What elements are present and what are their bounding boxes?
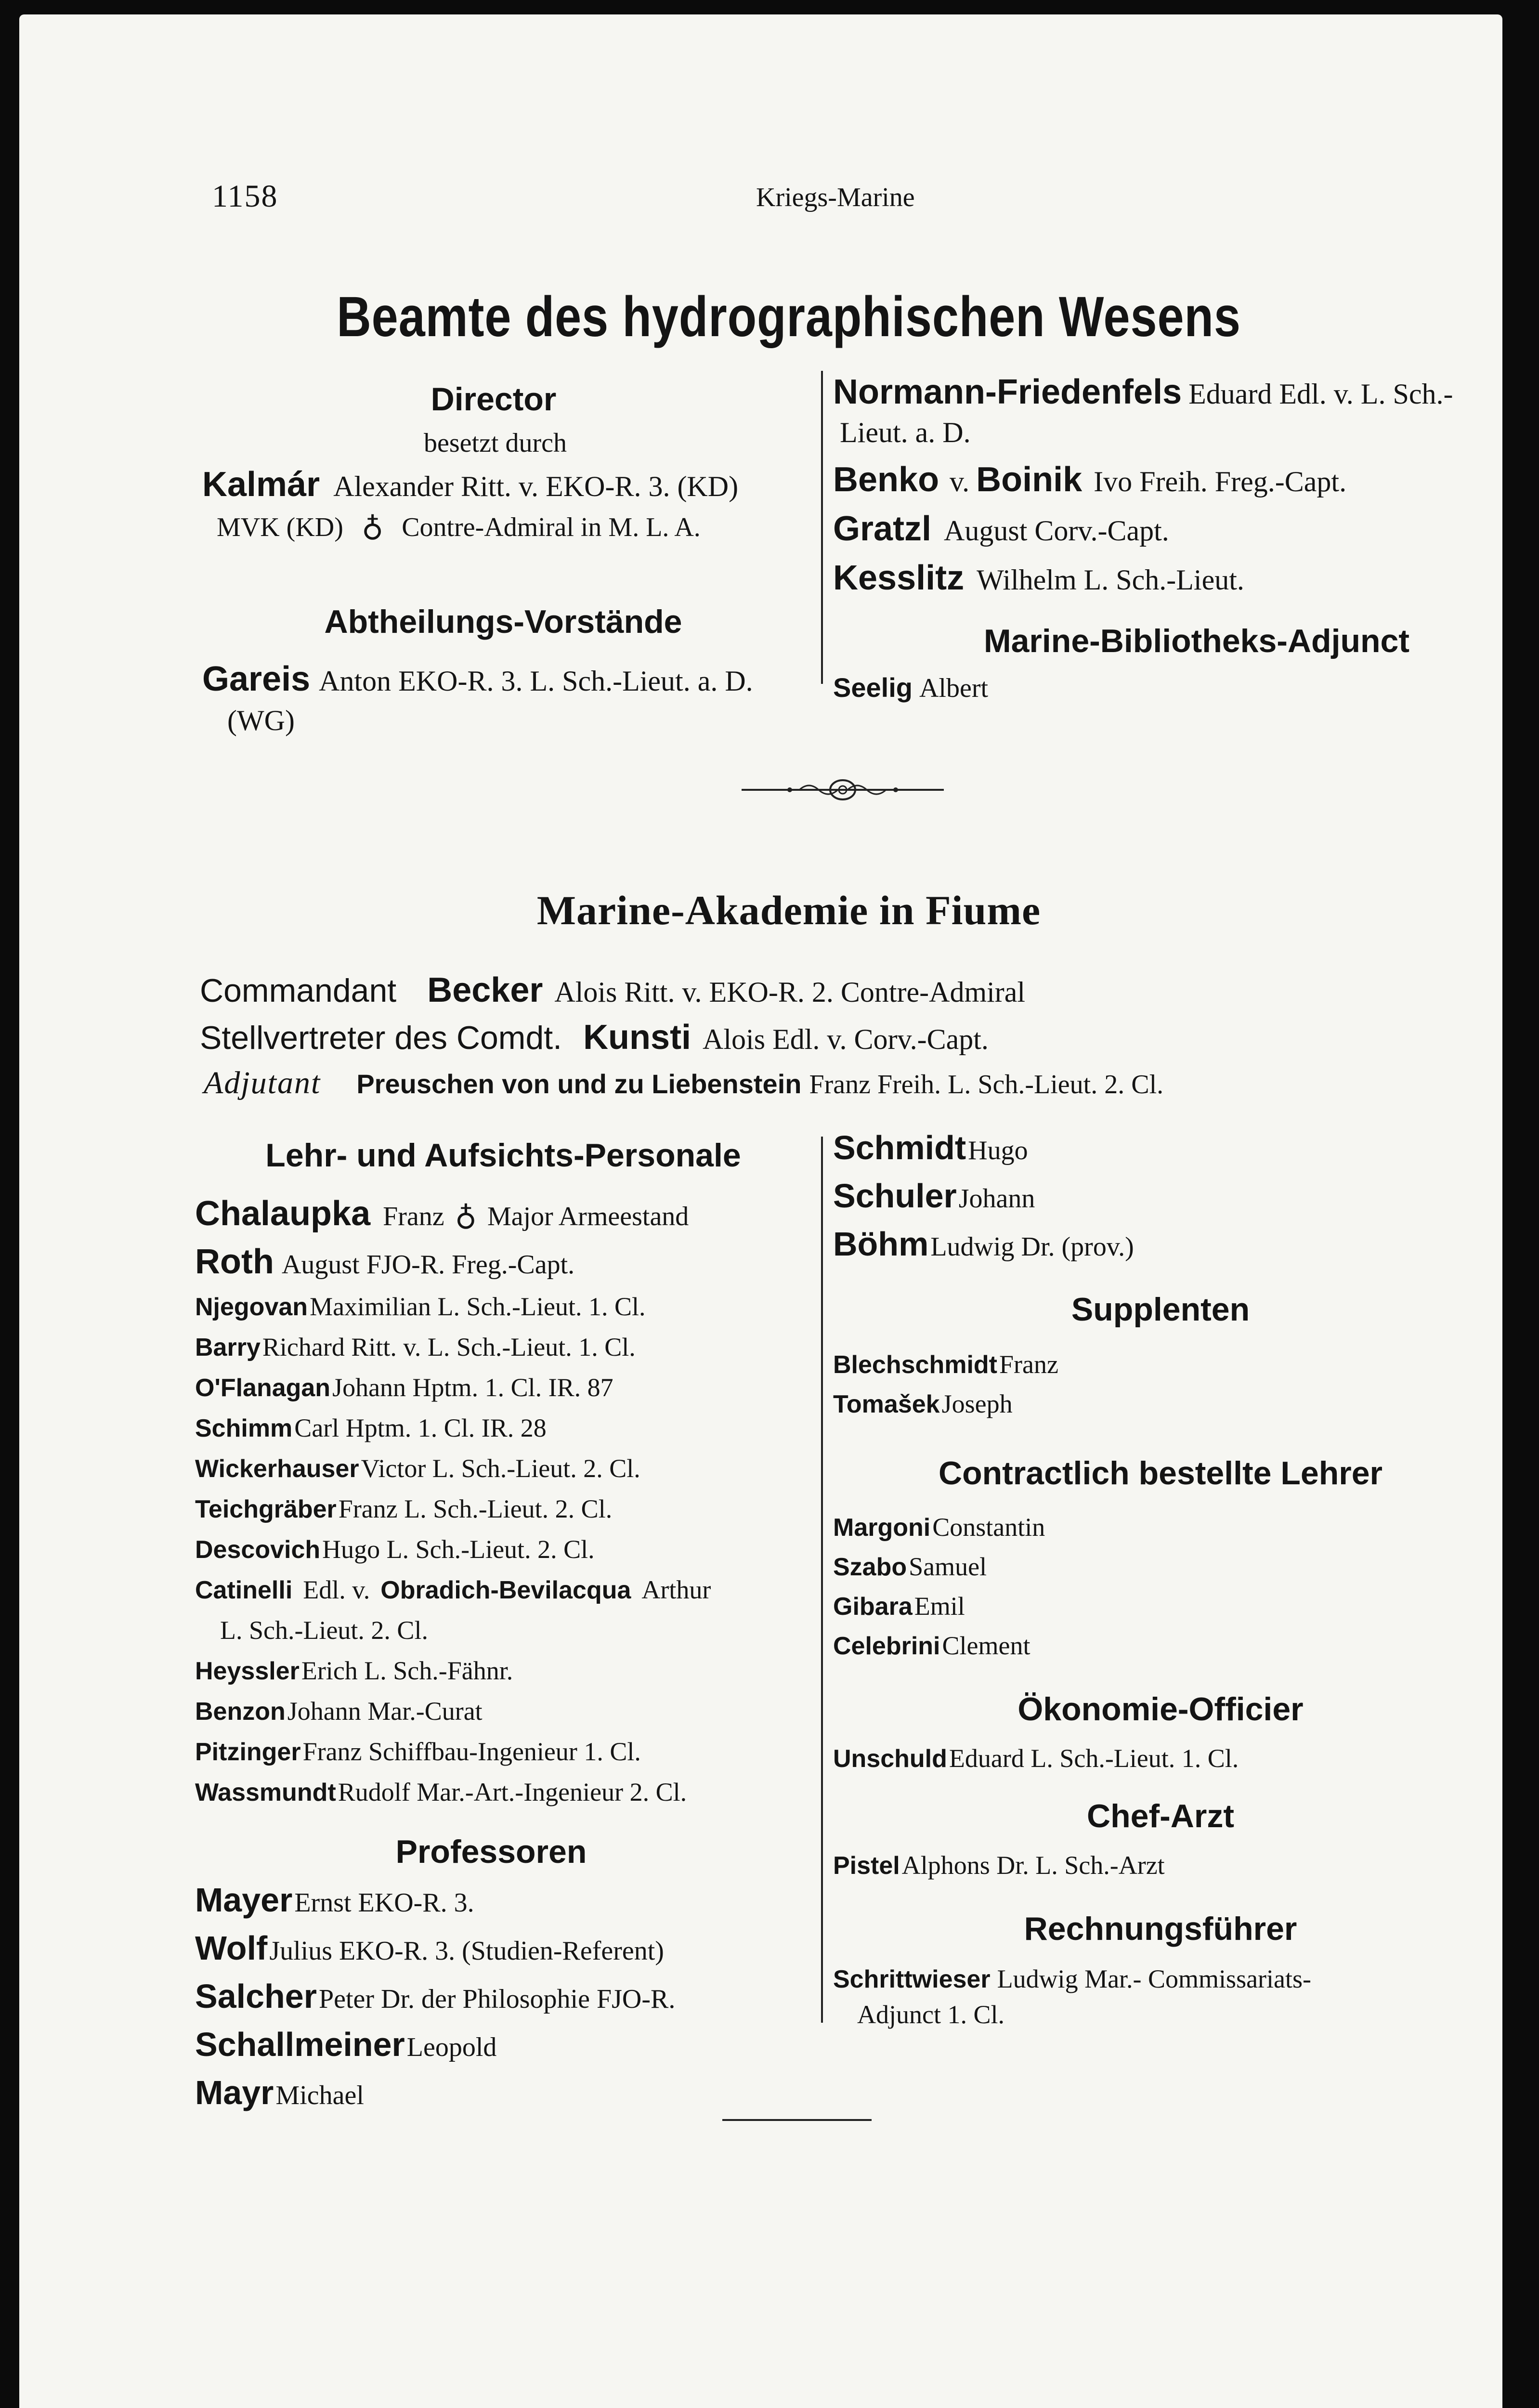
page <box>19 14 1502 2408</box>
entry-detail: Maximilian L. Sch.-Lieut. 1. Cl. <box>310 1292 646 1321</box>
stellvertreter-entry <box>200 1020 1500 1055</box>
entry-name: Celebrini <box>833 1632 940 1660</box>
supplenten-heading: Supplenten <box>1071 1291 1250 1328</box>
entry-detail: Ludwig Mar.- Commissariats- <box>997 1964 1312 1993</box>
entry-name: Wassmundt <box>195 1779 336 1806</box>
entry-detail: v. <box>950 466 970 497</box>
entry-detail: Peter Dr. der Philosophie FJO-R. <box>318 1984 676 2014</box>
entry-detail: Edl. v. <box>303 1575 370 1604</box>
entry-detail: Carl Hptm. 1. Cl. IR. 28 <box>294 1413 547 1442</box>
list-item <box>195 1652 831 1692</box>
entry-name: Chalaupka <box>195 1194 371 1233</box>
roth-entry <box>195 1244 831 1279</box>
list-item <box>195 1450 831 1490</box>
entry-detail: Franz L. Sch.-Lieut. 2. Cl. <box>338 1494 613 1523</box>
entry-name: Margoni <box>833 1514 931 1542</box>
list-item <box>195 1571 831 1611</box>
entry-detail: Johann Mar.-Curat <box>287 1697 483 1726</box>
running-head-title: Kriegs-Marine <box>756 183 915 212</box>
page-number: 1158 <box>212 179 278 214</box>
entry-detail: Ivo Freih. Freg.-Capt. <box>1094 466 1347 497</box>
entry-name: Njegovan <box>195 1293 308 1321</box>
entry-name: Catinelli <box>195 1576 293 1604</box>
list-item <box>195 1328 831 1369</box>
rechnung-entry <box>833 1966 1488 1992</box>
commandant-detail: Alois Ritt. v. EKO-R. 2. Contre-Admiral <box>554 976 1026 1008</box>
entry-detail: Ernst EKO-R. 3. <box>294 1888 474 1918</box>
list-item <box>195 1692 831 1733</box>
director-orders: MVK (KD) <box>217 512 343 542</box>
list-item <box>195 1288 831 1328</box>
entry-name: Mayr <box>195 2074 274 2111</box>
entry-name: O'Flanagan <box>195 1374 331 1402</box>
entry-detail: Clement <box>942 1631 1030 1660</box>
entry-name: Schimm <box>195 1414 293 1442</box>
abteilung-name: Gareis <box>202 660 311 698</box>
adjutant-role: Adjutant <box>204 1065 321 1100</box>
list-item <box>195 1733 831 1773</box>
entry-detail: Franz <box>999 1350 1058 1379</box>
director-entry <box>202 467 833 502</box>
entry-detail: Albert <box>919 673 989 703</box>
lehr-heading: Lehr- und Aufsichts-Personale <box>265 1137 741 1174</box>
abteilung-line1: Anton EKO-R. 3. L. Sch.-Lieut. a. D. <box>319 665 753 697</box>
director-heading: Director <box>430 381 557 418</box>
list-item <box>833 1175 1488 1223</box>
director-name: Kalmár <box>202 465 320 504</box>
commandant-role: Commandant <box>200 972 397 1009</box>
oekonomie-heading: Ökonomie-Officier <box>1017 1691 1304 1727</box>
director-note: besetzt durch <box>424 428 567 458</box>
entry-detail: Michael <box>275 2081 364 2110</box>
entry-name: Schrittwieser <box>833 1965 991 1993</box>
abteilung-line2: (WG) <box>227 705 295 736</box>
list-item <box>833 1223 1488 1271</box>
entry-detail: Ludwig Dr. (prov.) <box>930 1232 1134 1262</box>
entry-detail: Franz <box>383 1202 444 1231</box>
entry-name: Roth <box>195 1243 274 1281</box>
akademie-leadership <box>200 973 1500 1099</box>
running-header <box>212 178 1464 217</box>
stellvertreter-name: Kunsti <box>583 1018 691 1057</box>
abteilung-heading: Abtheilungs-Vorstände <box>324 603 682 640</box>
hydro-right-entry <box>833 561 1493 595</box>
list-item <box>195 1369 831 1409</box>
entry-detail: Constantin <box>932 1513 1045 1542</box>
oekonomie-entry <box>833 1745 1488 1771</box>
entry-detail: Leopold <box>406 2032 497 2062</box>
abteilung-entry <box>202 662 833 696</box>
entry-detail: Johann <box>958 1184 1035 1214</box>
entry-name: Barry <box>195 1334 261 1361</box>
bottom-rule <box>722 2119 872 2121</box>
entry-detail: Franz Schiffbau-Ingenieur 1. Cl. <box>302 1737 641 1766</box>
stellvertreter-detail: Alois Edl. v. Corv.-Capt. <box>703 1023 989 1055</box>
lehr-list <box>195 1288 831 1814</box>
entry-name: Tomašek <box>833 1390 940 1418</box>
director-rank: Contre-Admiral in M. L. A. <box>402 512 701 542</box>
contract-heading: Contractlich bestellte Lehrer <box>938 1455 1383 1492</box>
entry-name: Pitzinger <box>195 1738 301 1766</box>
hydro-right-column <box>833 375 1493 702</box>
entry-name: Böhm <box>833 1225 929 1263</box>
entry-detail: Victor L. Sch.-Lieut. 2. Cl. <box>361 1454 640 1483</box>
entry-name: Benko <box>833 460 939 499</box>
entry-name: Schuler <box>833 1177 957 1215</box>
list-item <box>195 2072 831 2120</box>
rechnung-heading: Rechnungsführer <box>1024 1911 1297 1947</box>
entry-name: Descovich <box>195 1536 321 1564</box>
list-item <box>833 1628 1488 1667</box>
entry-name: Teichgräber <box>195 1495 337 1523</box>
director-line2 <box>217 511 833 541</box>
list-item <box>195 1773 831 1814</box>
hydro-left-column <box>202 380 833 735</box>
chefarzt-entry <box>833 1852 1488 1878</box>
entry-detail: August FJO-R. Freg.-Capt. <box>281 1250 575 1280</box>
director-line1: Alexander Ritt. v. EKO-R. 3. (KD) <box>333 471 739 502</box>
list-item <box>195 1490 831 1531</box>
entry-name: Schmidt <box>833 1129 966 1166</box>
list-item <box>833 1549 1488 1588</box>
entry-name: Szabo <box>833 1553 907 1581</box>
entry-name: Salcher <box>195 1977 317 2015</box>
entry-name: Schallmeiner <box>195 2026 405 2063</box>
entry-name: Wickerhauser <box>195 1455 359 1483</box>
entry-detail: Eduard Edl. v. L. Sch.- <box>1188 378 1453 410</box>
entry-detail: Julius EKO-R. 3. (Studien-Referent) <box>269 1936 664 1966</box>
hydro-divider <box>821 371 823 684</box>
bibliothek-entry <box>833 674 1493 702</box>
list-item <box>195 1409 831 1450</box>
list-item <box>833 1509 1488 1549</box>
chefarzt-heading: Chef-Arzt <box>1087 1798 1234 1834</box>
hydro-right-entry <box>833 375 1493 409</box>
list-item <box>195 1927 831 1976</box>
entry-detail: Johann Hptm. 1. Cl. IR. 87 <box>332 1373 613 1402</box>
entry-name: Kesslitz <box>833 559 965 597</box>
entry-name: Gratzl <box>833 510 932 548</box>
entry-name: Normann-Friedenfels <box>833 373 1182 411</box>
list-item <box>833 1347 1488 1386</box>
list-item <box>195 1976 831 2024</box>
entry-name: Wolf <box>195 1929 268 1967</box>
entry-detail: Arthur <box>641 1575 711 1604</box>
hydro-title: Beamte des hydrographischen Wesens <box>337 285 1241 349</box>
adjutant-detail: Franz Freih. L. Sch.-Lieut. 2. Cl. <box>809 1070 1164 1099</box>
entry-name-2: Obradich-Bevilacqua <box>380 1576 631 1604</box>
entry-continuation: Adjunct 1. Cl. <box>857 2000 1004 2029</box>
entry-detail: August Corv.-Capt. <box>944 515 1169 547</box>
ornament-divider <box>742 775 944 804</box>
entry-name: Seelig <box>833 672 913 703</box>
stellvertreter-role: Stellvertreter des Comdt. <box>200 1020 562 1056</box>
entry-detail: Emil <box>914 1592 965 1621</box>
entry-name: Blechschmidt <box>833 1351 997 1379</box>
entry-name: Mayer <box>195 1881 293 1919</box>
entry-name-2: Boinik <box>976 460 1083 499</box>
supplenten-list <box>833 1347 1488 1426</box>
hydro-right-entry <box>833 462 1493 497</box>
akademie-title: Marine-Akademie in Fiume <box>536 887 1041 933</box>
entry-detail: Major Armeestand <box>487 1202 689 1231</box>
entry-detail: Samuel <box>909 1552 987 1581</box>
entry-detail: Alphons Dr. L. Sch.-Arzt <box>901 1851 1165 1880</box>
bibliothek-heading: Marine-Bibliotheks-Adjunct <box>983 623 1410 659</box>
entry-detail: Rudolf Mar.-Art.-Ingenieur 2. Cl. <box>338 1778 687 1806</box>
akademie-left-column <box>195 1137 831 2120</box>
entry-name: Benzon <box>195 1698 286 1726</box>
order-symbol: ♁ <box>455 1199 477 1232</box>
commandant-name: Becker <box>427 971 543 1009</box>
akademie-divider <box>821 1137 823 2023</box>
entry-detail: Richard Ritt. v. L. Sch.-Lieut. 1. Cl. <box>262 1333 636 1361</box>
entry-name: Heyssler <box>195 1657 300 1685</box>
director-symbol: ♁ <box>361 510 384 543</box>
entry-name: Pistel <box>833 1852 900 1880</box>
commandant-entry <box>200 973 1500 1008</box>
professoren-list <box>195 1879 831 2120</box>
professoren-heading: Professoren <box>395 1833 587 1870</box>
entry-detail: Hugo L. Sch.-Lieut. 2. Cl. <box>322 1535 595 1564</box>
list-item <box>195 1531 831 1571</box>
chalaupka-entry <box>195 1196 831 1231</box>
hydro-right-entry <box>833 511 1493 546</box>
list-item <box>195 2024 831 2072</box>
entry-name: Unschuld <box>833 1745 947 1773</box>
list-item <box>195 1879 831 1927</box>
entry-detail: Joseph <box>941 1389 1013 1418</box>
entry-detail: Wilhelm L. Sch.-Lieut. <box>977 564 1244 596</box>
contract-list <box>833 1509 1488 1667</box>
adjutant-name: Preuschen von und zu Liebenstein <box>356 1069 802 1099</box>
akademie-right-column <box>833 1127 1488 2028</box>
entry-detail: Hugo <box>968 1136 1028 1165</box>
list-item <box>833 1386 1488 1426</box>
list-item <box>833 1127 1488 1175</box>
entry-continuation: L. Sch.-Lieut. 2. Cl. <box>220 1616 428 1645</box>
adjutant-entry <box>200 1067 1500 1099</box>
entry-name: Gibara <box>833 1593 913 1621</box>
entry-detail: Eduard L. Sch.-Lieut. 1. Cl. <box>949 1744 1239 1773</box>
list-item <box>833 1588 1488 1628</box>
entry-continuation: Lieut. a. D. <box>840 417 971 448</box>
entry-detail: Erich L. Sch.-Fähnr. <box>301 1656 513 1685</box>
